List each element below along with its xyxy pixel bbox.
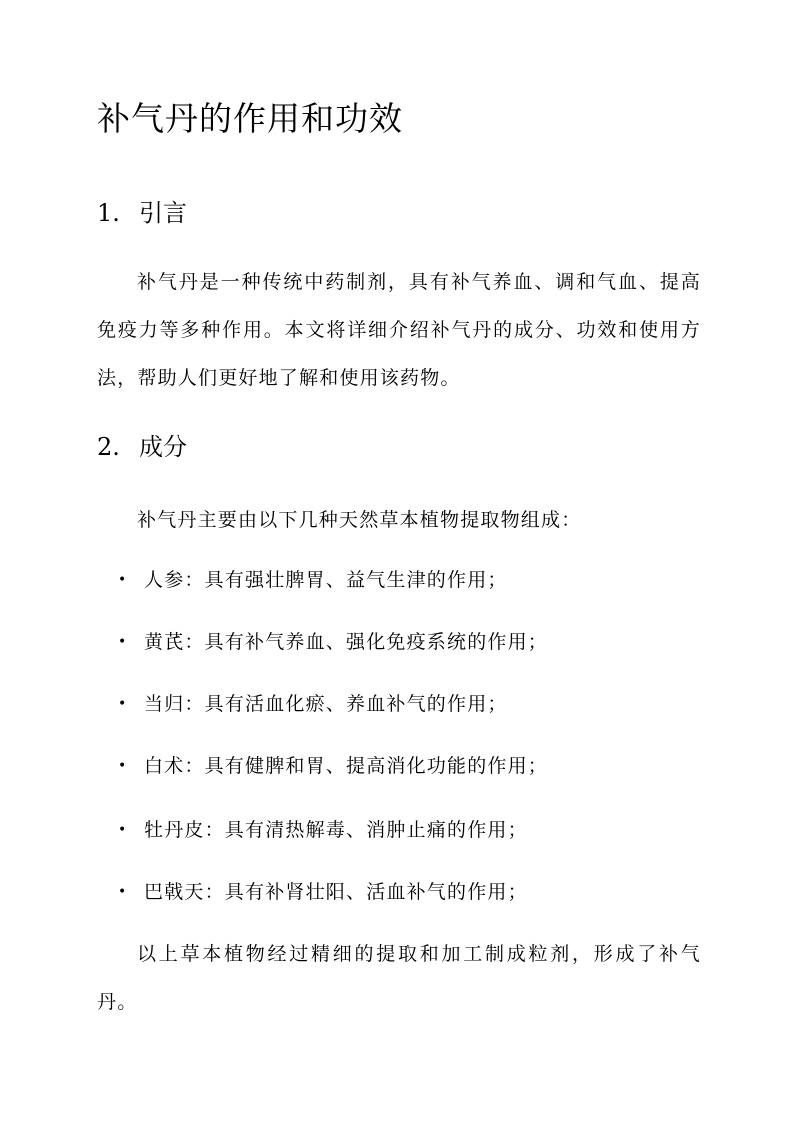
list-item-text: 牡丹皮：具有清热解毒、消肿止痛的作用； — [144, 819, 528, 841]
section-title: 引言 — [139, 199, 187, 227]
bullet-icon: • — [118, 572, 128, 588]
bullet-icon: • — [118, 884, 128, 900]
section-title: 成分 — [139, 433, 187, 461]
bullet-icon: • — [118, 822, 128, 838]
bullet-icon: • — [118, 758, 128, 774]
list-item-text: 当归：具有活血化瘀、养血补气的作用； — [144, 693, 508, 715]
list-item — [118, 877, 528, 907]
list-item — [118, 689, 508, 719]
section-number: 1. — [97, 199, 120, 227]
list-item-text: 白术：具有健脾和胃、提高消化功能的作用； — [144, 755, 549, 777]
list-item — [118, 751, 548, 781]
list-item — [118, 565, 508, 595]
introduction-paragraph: 补气丹是一种传统中药制剂，具有补气养血、调和气血、提高免疫力等多种作用。本文将详细介绍补气丹的成分、功效和使用方法，帮助人们更好地了解和使用该药物。 — [97, 271, 701, 389]
list-item-text: 巴戟天：具有补肾壮阳、活血补气的作用； — [144, 881, 528, 903]
section-heading-ingredients — [97, 430, 187, 464]
bullet-icon: • — [118, 696, 128, 712]
ingredients-closing-paragraph: 以上草本植物经过精细的提取和加工制成粒剂，形成了补气丹。 — [97, 943, 701, 1013]
list-item — [118, 815, 528, 845]
ingredients-intro: 补气丹主要由以下几种天然草本植物提取物组成： — [137, 509, 582, 531]
list-item-text: 人参：具有强壮脾胃、益气生津的作用； — [144, 569, 508, 591]
section-heading-introduction — [97, 196, 187, 230]
bullet-icon: • — [118, 634, 128, 650]
document-title: 补气丹的作用和功效 — [97, 99, 403, 138]
list-item-text: 黄芪：具有补气养血、强化免疫系统的作用； — [144, 631, 549, 653]
section-number: 2. — [97, 433, 120, 461]
list-item — [118, 627, 548, 657]
